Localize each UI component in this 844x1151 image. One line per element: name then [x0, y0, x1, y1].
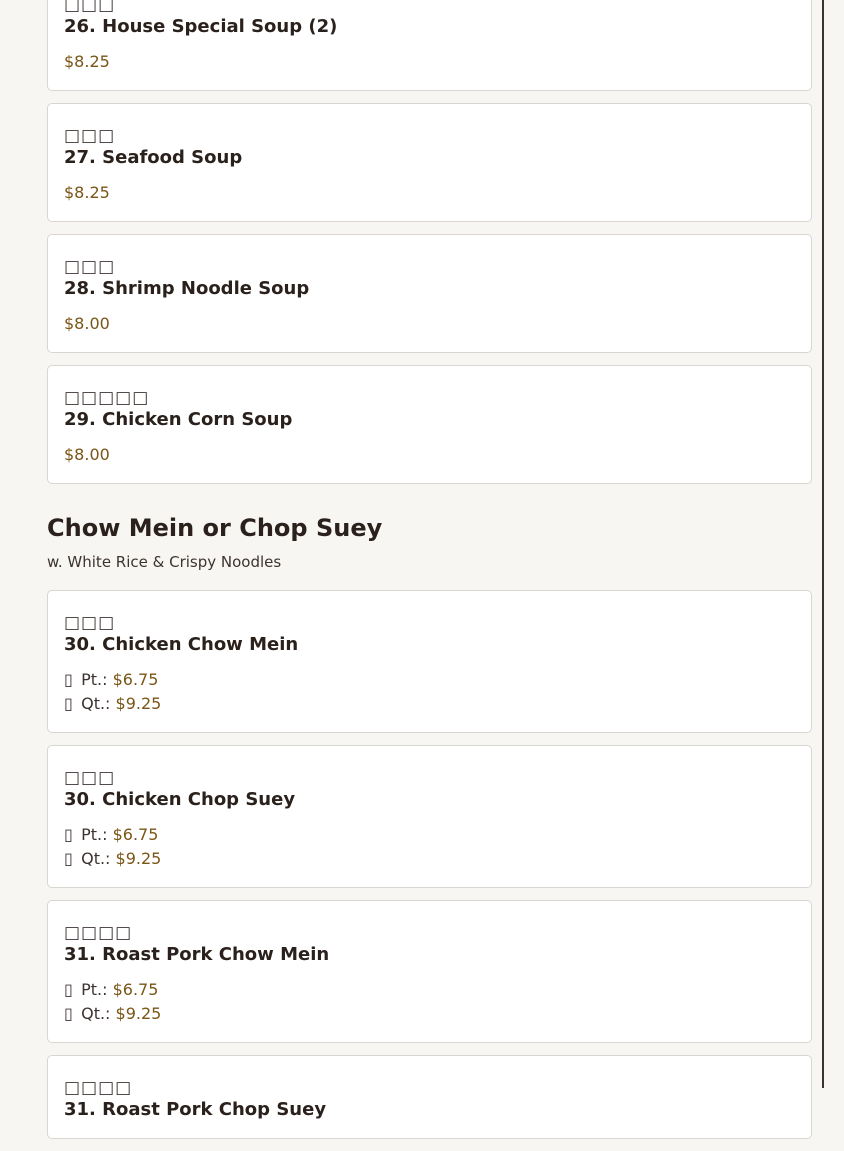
item-price: $8.00: [64, 314, 110, 333]
section-subtitle: w. White Rice & Crispy Noodles: [47, 553, 282, 571]
item-chinese-name: □□□: [64, 0, 116, 15]
option-glyph-icon: ▯: [64, 1004, 73, 1023]
menu-item-card[interactable]: [47, 590, 812, 733]
option-price: $9.25: [115, 849, 162, 868]
menu-item-card[interactable]: [47, 900, 812, 1043]
size-option-pint: [64, 668, 795, 692]
option-price: $9.25: [115, 1004, 162, 1023]
item-name: 30. Chicken Chop Suey: [64, 789, 296, 810]
item-chinese-name: □□□□: [64, 923, 133, 943]
item-size-options: [64, 823, 795, 871]
size-option-pint: [64, 978, 795, 1002]
item-name: 30. Chicken Chow Mein: [64, 634, 299, 655]
menu-item-card[interactable]: [47, 0, 812, 91]
item-size-options: [64, 668, 795, 716]
item-name: 31. Roast Pork Chow Mein: [64, 944, 330, 965]
item-price: $8.00: [64, 445, 110, 464]
item-name: 27. Seafood Soup: [64, 147, 243, 168]
menu-item-card[interactable]: [47, 1055, 812, 1139]
section-title: Chow Mein or Chop Suey: [47, 514, 383, 542]
page-edge-divider: [822, 0, 824, 1088]
size-option-quart: [64, 1002, 795, 1026]
option-glyph-icon: ▯: [64, 849, 73, 868]
item-chinese-name: □□□□□: [64, 388, 150, 408]
item-size-options: [64, 978, 795, 1026]
option-price: $6.75: [112, 825, 159, 844]
item-chinese-name: □□□: [64, 613, 116, 633]
item-chinese-name: □□□: [64, 126, 116, 146]
option-price: $9.25: [115, 694, 162, 713]
menu-item-card[interactable]: [47, 234, 812, 353]
menu-item-card[interactable]: [47, 365, 812, 484]
menu-item-card[interactable]: [47, 745, 812, 888]
option-label: Qt.:: [81, 694, 111, 713]
menu-item-card[interactable]: [47, 103, 812, 222]
option-label: Qt.:: [81, 1004, 111, 1023]
item-chinese-name: □□□□: [64, 1078, 133, 1098]
size-option-pint: [64, 823, 795, 847]
menu-list: [47, 0, 812, 1151]
item-price: $8.25: [64, 52, 110, 71]
option-label: Pt.:: [81, 670, 108, 689]
option-glyph-icon: ▯: [64, 670, 73, 689]
item-price: $8.25: [64, 183, 110, 202]
item-name: 29. Chicken Corn Soup: [64, 409, 293, 430]
item-chinese-name: □□□: [64, 768, 116, 788]
size-option-quart: [64, 692, 795, 716]
size-option-quart: [64, 847, 795, 871]
option-price: $6.75: [112, 980, 159, 999]
option-glyph-icon: ▯: [64, 694, 73, 713]
option-glyph-icon: ▯: [64, 980, 73, 999]
item-name: 26. House Special Soup (2): [64, 16, 338, 37]
option-label: Qt.:: [81, 849, 111, 868]
option-label: Pt.:: [81, 980, 108, 999]
option-label: Pt.:: [81, 825, 108, 844]
item-name: 31. Roast Pork Chop Suey: [64, 1099, 327, 1120]
item-chinese-name: □□□: [64, 257, 116, 277]
item-name: 28. Shrimp Noodle Soup: [64, 278, 310, 299]
section-header: [47, 512, 812, 572]
option-glyph-icon: ▯: [64, 825, 73, 844]
option-price: $6.75: [112, 670, 159, 689]
